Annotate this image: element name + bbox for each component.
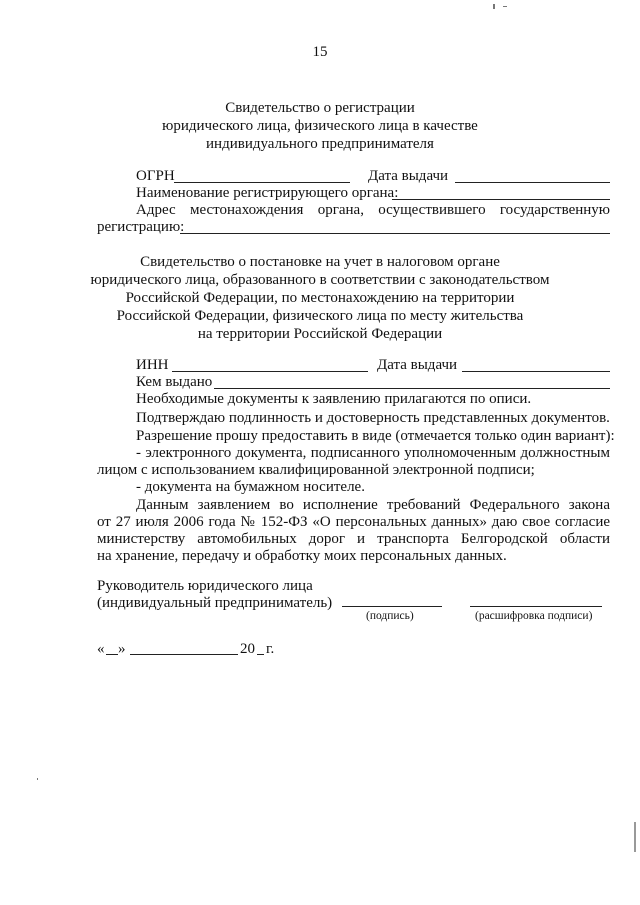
inn-label: ИНН xyxy=(136,357,169,373)
date-day-field[interactable] xyxy=(106,654,118,655)
section2-title-line2: юридического лица, образованного в соответствии с законодательством xyxy=(90,272,550,288)
consent-line4: на хранение, передачу и обработку моих персональных данных. xyxy=(97,548,507,564)
section2-title-line4: Российской Федерации, физического лица по месту жительства xyxy=(116,308,524,324)
consent-line2: от 27 июля 2006 года № 152-ФЗ «О персональных данных» даю свое согласие xyxy=(97,514,610,530)
address-field[interactable] xyxy=(180,233,610,234)
inn-field[interactable] xyxy=(172,371,368,372)
option-electronic-line1: - электронного документа, подписанного уполномоченным должностным xyxy=(136,445,610,461)
inn-issue-date-label: Дата выдачи xyxy=(377,357,458,373)
inn-issue-date-field[interactable] xyxy=(462,371,610,372)
address-label-line2: регистрацию: xyxy=(97,219,185,235)
authenticity-confirm-text: Подтверждаю подлинность и достоверность представленных документов. xyxy=(136,410,610,426)
section2-title-line3: Российской Федерации, по местонахождению на территории xyxy=(125,290,515,306)
scan-speck xyxy=(37,778,38,780)
option-electronic-line2: лицом с использованием квалифицированной электронной подписи; xyxy=(97,462,535,478)
scan-edge-mark xyxy=(634,822,636,852)
consent-line3: министерству автомобильных дорог и транспорта Белгородской области xyxy=(97,531,610,547)
section1-title-line2: юридического лица, физического лица в качестве xyxy=(162,118,478,134)
date-month-field[interactable] xyxy=(130,654,238,655)
signature-caption: (подпись) xyxy=(366,610,414,622)
section2-title-line1: Свидетельство о постановке на учет в налоговом органе xyxy=(140,254,500,270)
issued-by-label: Кем выдано xyxy=(136,374,213,390)
date-year-suffix: г. xyxy=(266,641,275,657)
issued-by-field[interactable] xyxy=(214,388,610,389)
option-paper: - документа на бумажном носителе. xyxy=(136,479,365,495)
registering-body-label: Наименование регистрирующего органа: xyxy=(136,185,399,201)
section1-title-line1: Свидетельство о регистрации xyxy=(225,100,415,116)
head-title-line2: (индивидуальный предприниматель) xyxy=(97,595,333,611)
consent-line1: Данным заявлением во исполнение требований Федерального закона xyxy=(136,497,610,513)
address-label-line1: Адрес местонахождения органа, осуществившего государственную xyxy=(136,202,610,218)
scan-speck xyxy=(493,4,495,9)
date-year-prefix: 20 xyxy=(240,641,255,657)
ogrn-issue-date-field[interactable] xyxy=(455,182,610,183)
format-request-text: Разрешение прошу предоставить в виде (отмечается только один вариант): xyxy=(136,428,615,444)
registering-body-field[interactable] xyxy=(392,199,610,200)
documents-attached-text: Необходимые документы к заявлению прилагаются по описи. xyxy=(136,391,532,407)
date-quote-close: » xyxy=(118,641,126,657)
page-number: 15 xyxy=(312,44,328,60)
signature-field[interactable] xyxy=(342,606,442,607)
ogrn-label: ОГРН xyxy=(136,168,175,184)
date-year-field[interactable] xyxy=(257,654,264,655)
head-title-line1: Руководитель юридического лица xyxy=(97,578,313,594)
signature-decode-field[interactable] xyxy=(470,606,602,607)
date-quote-open: « xyxy=(97,641,105,657)
section1-title-line3: индивидуального предпринимателя xyxy=(206,136,434,152)
ogrn-field[interactable] xyxy=(174,182,350,183)
scan-speck xyxy=(503,6,507,7)
section2-title-line5: на территории Российской Федерации xyxy=(197,326,443,342)
signature-decode-caption: (расшифровка подписи) xyxy=(475,610,593,622)
ogrn-issue-date-label: Дата выдачи xyxy=(368,168,449,184)
